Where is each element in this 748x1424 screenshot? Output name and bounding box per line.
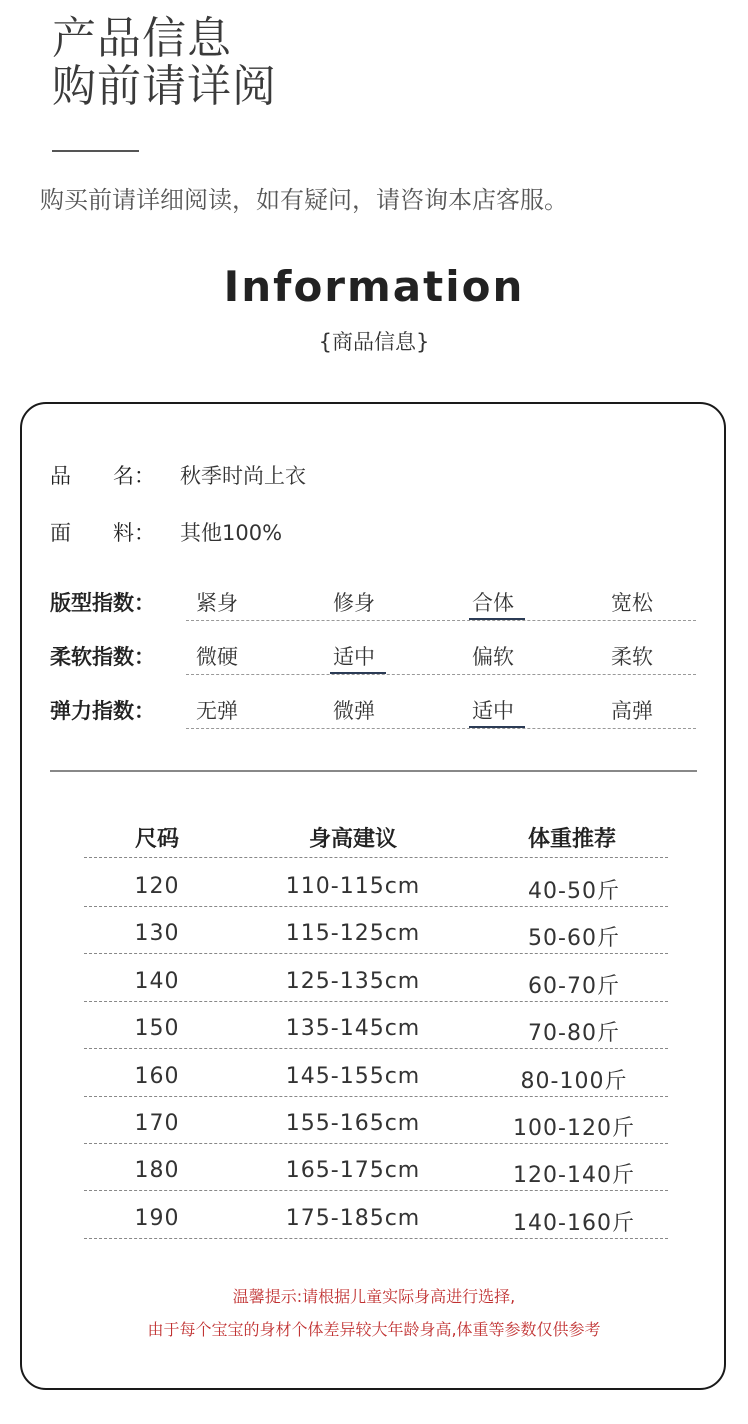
height-cell: 135-145cm — [285, 1016, 421, 1042]
size-cell: 170 — [134, 1111, 180, 1136]
height-header: 身高建议 — [308, 827, 398, 852]
table-row-divider — [84, 1190, 668, 1191]
page-title-line2: 购前请详阅 — [52, 61, 277, 112]
table-row-divider — [84, 906, 668, 907]
index-label: 弹力指数： — [50, 699, 155, 723]
weight-cell: 80-100斤 — [520, 1068, 628, 1094]
table-row-divider — [84, 1143, 668, 1144]
weight-cell: 120-140斤 — [513, 1163, 635, 1189]
table-row-divider — [84, 953, 668, 954]
weight-cell: 70-80斤 — [528, 1021, 620, 1047]
product-name-value: 秋季时尚上衣 — [180, 464, 306, 488]
index-option: 紧身 — [196, 591, 238, 615]
weight-cell: 60-70斤 — [528, 973, 620, 999]
height-cell: 110-115cm — [285, 874, 421, 899]
height-cell: 145-155cm — [285, 1063, 421, 1089]
index-option-selected: 适中 — [472, 699, 514, 723]
size-cell: 180 — [134, 1158, 180, 1184]
index-option-selected: 合体 — [472, 591, 514, 615]
index-option: 无弹 — [196, 699, 238, 723]
weight-header: 体重推荐 — [527, 827, 617, 852]
size-cell: 120 — [134, 874, 180, 899]
table-row-divider — [84, 1096, 668, 1097]
index-divider — [186, 674, 696, 675]
index-option: 偏软 — [472, 645, 514, 669]
title-divider — [52, 150, 139, 152]
height-cell: 125-135cm — [285, 968, 421, 994]
size-cell: 160 — [134, 1063, 180, 1089]
fabric-label: 面 料： — [50, 521, 155, 545]
table-row-divider — [84, 1048, 668, 1049]
index-option: 微硬 — [196, 645, 238, 669]
weight-cell: 100-120斤 — [513, 1116, 635, 1141]
tip-note-line2: 由于每个宝宝的身材个体差异较大年龄身高,体重等参数仅供参考 — [147, 1320, 601, 1339]
section-divider — [50, 770, 697, 772]
size-cell: 190 — [134, 1205, 180, 1231]
tip-note-line1: 温馨提示:请根据儿童实际身高进行选择, — [232, 1287, 516, 1306]
index-option: 高弹 — [611, 699, 653, 723]
height-cell: 155-165cm — [285, 1111, 421, 1136]
product-name-label: 品 名： — [50, 464, 155, 488]
table-row-divider — [84, 1238, 668, 1239]
height-cell: 175-185cm — [285, 1205, 421, 1231]
page-title-line1: 产品信息 — [52, 13, 232, 64]
index-option: 修身 — [333, 591, 375, 615]
index-divider — [186, 728, 696, 729]
index-option: 微弹 — [333, 699, 375, 723]
info-heading: Information — [223, 262, 525, 311]
size-header: 尺码 — [134, 827, 180, 852]
index-label: 版型指数： — [50, 591, 155, 615]
weight-cell: 50-60斤 — [528, 926, 620, 952]
index-label: 柔软指数： — [50, 645, 155, 669]
size-cell: 140 — [134, 968, 180, 994]
height-cell: 115-125cm — [285, 921, 421, 947]
size-cell: 130 — [134, 921, 180, 947]
fabric-value: 其他100% — [180, 521, 283, 545]
weight-cell: 40-50斤 — [528, 879, 620, 904]
height-cell: 165-175cm — [285, 1158, 421, 1184]
info-subheading: {商品信息} — [318, 330, 430, 354]
weight-cell: 140-160斤 — [513, 1210, 635, 1236]
index-option-selected: 适中 — [333, 645, 375, 669]
size-cell: 150 — [134, 1016, 180, 1042]
header-divider — [84, 857, 668, 858]
index-divider — [186, 620, 696, 621]
index-option: 柔软 — [611, 645, 653, 669]
index-option: 宽松 — [611, 591, 653, 615]
intro-text: 购买前请详细阅读，如有疑问，请咨询本店客服。 — [40, 186, 568, 214]
table-row-divider — [84, 1001, 668, 1002]
